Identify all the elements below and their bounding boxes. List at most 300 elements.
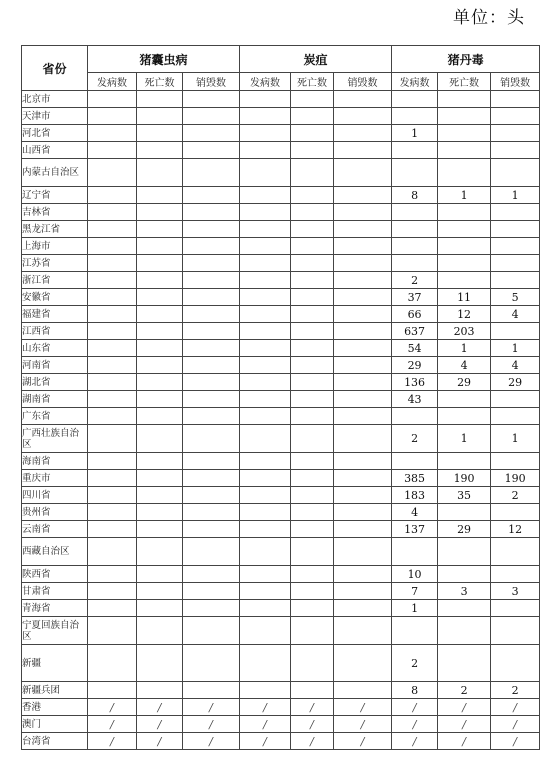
data-cell bbox=[88, 204, 137, 221]
data-cell: / bbox=[392, 699, 438, 716]
data-cell bbox=[183, 125, 240, 142]
data-cell: 37 bbox=[392, 289, 438, 306]
table-row bbox=[22, 645, 540, 682]
data-cell: 1 bbox=[438, 340, 491, 357]
data-cell bbox=[438, 504, 491, 521]
data-cell bbox=[491, 323, 540, 340]
data-cell: 637 bbox=[392, 323, 438, 340]
data-cell bbox=[291, 408, 334, 425]
data-cell: / bbox=[291, 733, 334, 750]
data-cell bbox=[392, 617, 438, 645]
data-cell bbox=[291, 538, 334, 566]
data-cell bbox=[291, 487, 334, 504]
data-cell bbox=[438, 108, 491, 125]
data-cell bbox=[438, 566, 491, 583]
data-cell bbox=[334, 272, 392, 289]
table-row bbox=[22, 521, 540, 538]
data-cell: / bbox=[491, 716, 540, 733]
province-name: 澳门 bbox=[22, 716, 88, 733]
data-cell bbox=[334, 187, 392, 204]
data-cell bbox=[291, 521, 334, 538]
data-cell bbox=[491, 600, 540, 617]
data-cell bbox=[291, 159, 334, 187]
data-cell bbox=[183, 357, 240, 374]
data-cell: 66 bbox=[392, 306, 438, 323]
data-cell: 29 bbox=[392, 357, 438, 374]
data-cell bbox=[291, 425, 334, 453]
table-row bbox=[22, 408, 540, 425]
data-cell bbox=[491, 538, 540, 566]
data-cell bbox=[88, 142, 137, 159]
data-cell bbox=[334, 521, 392, 538]
data-cell bbox=[137, 617, 183, 645]
data-cell: / bbox=[88, 733, 137, 750]
header-destroyed: 销毁数 bbox=[334, 73, 392, 91]
table-row bbox=[22, 487, 540, 504]
table-row bbox=[22, 204, 540, 221]
data-cell bbox=[438, 204, 491, 221]
header-group-anthrax: 炭疽 bbox=[240, 46, 392, 73]
province-name: 广西壮族自治区 bbox=[22, 425, 88, 453]
data-cell bbox=[88, 91, 137, 108]
data-cell: / bbox=[88, 699, 137, 716]
data-cell: / bbox=[438, 716, 491, 733]
data-cell bbox=[240, 357, 291, 374]
data-cell: 1 bbox=[392, 600, 438, 617]
data-cell bbox=[438, 221, 491, 238]
data-cell bbox=[88, 566, 137, 583]
data-cell: 203 bbox=[438, 323, 491, 340]
data-cell bbox=[137, 323, 183, 340]
data-cell: / bbox=[137, 716, 183, 733]
data-cell bbox=[183, 391, 240, 408]
data-cell bbox=[88, 272, 137, 289]
data-cell bbox=[137, 255, 183, 272]
province-name: 辽宁省 bbox=[22, 187, 88, 204]
data-cell bbox=[137, 125, 183, 142]
table-row bbox=[22, 289, 540, 306]
data-cell: 3 bbox=[438, 583, 491, 600]
data-cell bbox=[291, 125, 334, 142]
province-name: 江苏省 bbox=[22, 255, 88, 272]
data-cell bbox=[240, 204, 291, 221]
province-name: 海南省 bbox=[22, 453, 88, 470]
province-name: 吉林省 bbox=[22, 204, 88, 221]
table-row bbox=[22, 617, 540, 645]
data-cell bbox=[334, 357, 392, 374]
table-row bbox=[22, 221, 540, 238]
data-cell bbox=[392, 142, 438, 159]
data-cell bbox=[438, 538, 491, 566]
data-cell: / bbox=[392, 733, 438, 750]
data-cell: / bbox=[491, 733, 540, 750]
province-name: 湖南省 bbox=[22, 391, 88, 408]
data-cell bbox=[334, 470, 392, 487]
province-name: 天津市 bbox=[22, 108, 88, 125]
data-cell bbox=[183, 470, 240, 487]
data-cell bbox=[183, 238, 240, 255]
data-cell bbox=[88, 221, 137, 238]
data-cell bbox=[334, 108, 392, 125]
data-cell: / bbox=[183, 716, 240, 733]
table-row bbox=[22, 716, 540, 733]
data-cell bbox=[438, 453, 491, 470]
data-cell bbox=[240, 470, 291, 487]
data-cell bbox=[137, 408, 183, 425]
data-cell bbox=[88, 306, 137, 323]
data-cell bbox=[291, 108, 334, 125]
data-cell bbox=[491, 91, 540, 108]
data-cell: 2 bbox=[392, 272, 438, 289]
data-cell bbox=[183, 108, 240, 125]
data-cell bbox=[88, 504, 137, 521]
header-deaths: 死亡数 bbox=[291, 73, 334, 91]
data-cell: / bbox=[240, 733, 291, 750]
data-cell: / bbox=[491, 699, 540, 716]
data-cell bbox=[334, 289, 392, 306]
table-row bbox=[22, 538, 540, 566]
data-cell bbox=[438, 617, 491, 645]
data-cell bbox=[334, 238, 392, 255]
data-cell bbox=[291, 289, 334, 306]
data-cell bbox=[240, 323, 291, 340]
header-destroyed: 销毁数 bbox=[491, 73, 540, 91]
data-cell bbox=[392, 204, 438, 221]
data-cell bbox=[240, 617, 291, 645]
data-cell bbox=[334, 682, 392, 699]
data-cell bbox=[240, 187, 291, 204]
province-name: 陕西省 bbox=[22, 566, 88, 583]
data-cell: 190 bbox=[491, 470, 540, 487]
data-cell bbox=[334, 391, 392, 408]
data-cell bbox=[334, 91, 392, 108]
data-cell: / bbox=[334, 733, 392, 750]
data-cell bbox=[183, 408, 240, 425]
data-cell bbox=[334, 487, 392, 504]
data-cell bbox=[291, 504, 334, 521]
data-cell bbox=[183, 187, 240, 204]
data-cell bbox=[334, 221, 392, 238]
data-cell: / bbox=[137, 733, 183, 750]
data-cell bbox=[438, 255, 491, 272]
table-row bbox=[22, 187, 540, 204]
header-deaths: 死亡数 bbox=[438, 73, 491, 91]
data-cell bbox=[334, 340, 392, 357]
data-cell bbox=[137, 538, 183, 566]
data-cell bbox=[334, 306, 392, 323]
data-cell bbox=[438, 272, 491, 289]
data-cell bbox=[334, 583, 392, 600]
data-cell: 2 bbox=[392, 645, 438, 682]
province-name: 重庆市 bbox=[22, 470, 88, 487]
data-cell bbox=[88, 374, 137, 391]
data-cell bbox=[137, 238, 183, 255]
data-cell: 29 bbox=[438, 374, 491, 391]
province-name: 宁夏回族自治区 bbox=[22, 617, 88, 645]
data-cell bbox=[183, 91, 240, 108]
data-cell bbox=[291, 340, 334, 357]
data-cell bbox=[183, 159, 240, 187]
data-cell: 8 bbox=[392, 187, 438, 204]
data-cell bbox=[183, 340, 240, 357]
header-group-cysticercosis: 猪囊虫病 bbox=[88, 46, 240, 73]
data-cell bbox=[491, 204, 540, 221]
data-cell bbox=[240, 306, 291, 323]
data-cell bbox=[137, 221, 183, 238]
data-cell bbox=[88, 645, 137, 682]
data-cell: 4 bbox=[491, 306, 540, 323]
data-cell: / bbox=[334, 716, 392, 733]
data-cell bbox=[137, 425, 183, 453]
header-province: 省份 bbox=[22, 46, 88, 91]
data-cell bbox=[137, 504, 183, 521]
data-cell bbox=[88, 187, 137, 204]
data-cell bbox=[183, 221, 240, 238]
table-row bbox=[22, 391, 540, 408]
table-row bbox=[22, 306, 540, 323]
data-cell bbox=[88, 238, 137, 255]
province-name: 四川省 bbox=[22, 487, 88, 504]
data-cell bbox=[291, 470, 334, 487]
data-cell: 4 bbox=[392, 504, 438, 521]
unit-label: 单位：头 bbox=[453, 8, 525, 28]
province-name: 上海市 bbox=[22, 238, 88, 255]
data-cell bbox=[183, 374, 240, 391]
table-body bbox=[22, 91, 540, 750]
province-name: 台湾省 bbox=[22, 733, 88, 750]
data-cell bbox=[88, 682, 137, 699]
province-name: 浙江省 bbox=[22, 272, 88, 289]
data-cell bbox=[291, 204, 334, 221]
data-cell: 136 bbox=[392, 374, 438, 391]
data-cell bbox=[88, 391, 137, 408]
data-cell: / bbox=[137, 699, 183, 716]
data-cell bbox=[240, 391, 291, 408]
data-cell bbox=[291, 645, 334, 682]
data-cell bbox=[438, 159, 491, 187]
data-cell bbox=[183, 142, 240, 159]
data-cell bbox=[491, 142, 540, 159]
data-cell: 137 bbox=[392, 521, 438, 538]
data-cell bbox=[183, 617, 240, 645]
province-name: 河北省 bbox=[22, 125, 88, 142]
table-row bbox=[22, 91, 540, 108]
data-cell: 190 bbox=[438, 470, 491, 487]
data-cell: 8 bbox=[392, 682, 438, 699]
header-group-erysipelas: 猪丹毒 bbox=[392, 46, 540, 73]
province-name: 黑龙江省 bbox=[22, 221, 88, 238]
data-cell bbox=[240, 566, 291, 583]
data-cell bbox=[137, 600, 183, 617]
table-row bbox=[22, 682, 540, 699]
data-cell bbox=[183, 453, 240, 470]
data-cell bbox=[240, 340, 291, 357]
data-cell bbox=[438, 125, 491, 142]
data-cell bbox=[334, 538, 392, 566]
province-name: 湖北省 bbox=[22, 374, 88, 391]
data-cell: 2 bbox=[491, 682, 540, 699]
data-cell: 29 bbox=[491, 374, 540, 391]
data-cell bbox=[392, 453, 438, 470]
data-cell: 1 bbox=[491, 340, 540, 357]
data-cell bbox=[137, 566, 183, 583]
data-cell bbox=[291, 91, 334, 108]
table-row bbox=[22, 600, 540, 617]
data-cell bbox=[240, 159, 291, 187]
data-cell bbox=[137, 204, 183, 221]
data-cell bbox=[334, 125, 392, 142]
table-row bbox=[22, 733, 540, 750]
data-cell bbox=[291, 306, 334, 323]
data-cell bbox=[183, 583, 240, 600]
data-cell bbox=[240, 583, 291, 600]
data-cell: 2 bbox=[392, 425, 438, 453]
table-row bbox=[22, 357, 540, 374]
data-cell bbox=[137, 187, 183, 204]
data-cell bbox=[491, 159, 540, 187]
data-cell bbox=[88, 617, 137, 645]
data-cell bbox=[137, 470, 183, 487]
data-cell bbox=[88, 289, 137, 306]
data-cell bbox=[291, 391, 334, 408]
data-cell bbox=[491, 391, 540, 408]
disease-statistics-table bbox=[21, 45, 540, 750]
data-cell: 1 bbox=[491, 425, 540, 453]
data-cell bbox=[334, 374, 392, 391]
data-cell bbox=[291, 323, 334, 340]
data-cell bbox=[88, 538, 137, 566]
data-cell: 7 bbox=[392, 583, 438, 600]
data-cell bbox=[137, 108, 183, 125]
data-cell: 12 bbox=[438, 306, 491, 323]
data-cell: 12 bbox=[491, 521, 540, 538]
province-name: 西藏自治区 bbox=[22, 538, 88, 566]
data-cell bbox=[183, 645, 240, 682]
data-cell bbox=[240, 425, 291, 453]
table-row bbox=[22, 374, 540, 391]
data-cell bbox=[334, 323, 392, 340]
province-name: 香港 bbox=[22, 699, 88, 716]
data-cell bbox=[392, 221, 438, 238]
table-row bbox=[22, 470, 540, 487]
data-cell bbox=[438, 238, 491, 255]
data-cell bbox=[291, 453, 334, 470]
data-cell bbox=[392, 408, 438, 425]
data-cell bbox=[183, 566, 240, 583]
data-cell: / bbox=[438, 733, 491, 750]
data-cell bbox=[137, 374, 183, 391]
data-cell: 183 bbox=[392, 487, 438, 504]
data-cell bbox=[88, 600, 137, 617]
table-row bbox=[22, 340, 540, 357]
data-cell bbox=[392, 91, 438, 108]
table-row bbox=[22, 323, 540, 340]
data-cell bbox=[291, 566, 334, 583]
province-name: 内蒙古自治区 bbox=[22, 159, 88, 187]
data-cell bbox=[137, 682, 183, 699]
data-cell bbox=[88, 583, 137, 600]
table-row bbox=[22, 272, 540, 289]
data-cell bbox=[240, 125, 291, 142]
data-cell bbox=[334, 204, 392, 221]
table-row bbox=[22, 255, 540, 272]
data-cell: / bbox=[88, 716, 137, 733]
data-cell bbox=[240, 255, 291, 272]
data-cell bbox=[183, 306, 240, 323]
province-name: 贵州省 bbox=[22, 504, 88, 521]
data-cell bbox=[334, 504, 392, 521]
data-cell bbox=[240, 682, 291, 699]
data-cell bbox=[491, 617, 540, 645]
data-cell bbox=[491, 453, 540, 470]
data-cell bbox=[491, 566, 540, 583]
data-cell bbox=[291, 187, 334, 204]
data-cell bbox=[88, 453, 137, 470]
data-cell: 1 bbox=[438, 187, 491, 204]
data-cell bbox=[334, 600, 392, 617]
data-cell bbox=[137, 289, 183, 306]
province-name: 安徽省 bbox=[22, 289, 88, 306]
data-cell bbox=[438, 600, 491, 617]
data-cell: 1 bbox=[392, 125, 438, 142]
data-cell bbox=[291, 221, 334, 238]
data-cell bbox=[137, 91, 183, 108]
data-cell: 2 bbox=[438, 682, 491, 699]
data-cell: 1 bbox=[438, 425, 491, 453]
data-cell bbox=[137, 306, 183, 323]
header-cases: 发病数 bbox=[240, 73, 291, 91]
data-cell: 2 bbox=[491, 487, 540, 504]
data-cell bbox=[137, 521, 183, 538]
data-cell: 43 bbox=[392, 391, 438, 408]
data-cell: 10 bbox=[392, 566, 438, 583]
header-cases: 发病数 bbox=[392, 73, 438, 91]
data-cell: / bbox=[240, 716, 291, 733]
table-row bbox=[22, 142, 540, 159]
table-row bbox=[22, 238, 540, 255]
data-cell bbox=[392, 108, 438, 125]
table-row bbox=[22, 583, 540, 600]
data-cell bbox=[491, 125, 540, 142]
table-row bbox=[22, 699, 540, 716]
data-cell: / bbox=[334, 699, 392, 716]
data-cell bbox=[334, 425, 392, 453]
data-cell bbox=[88, 357, 137, 374]
province-name: 山西省 bbox=[22, 142, 88, 159]
data-cell bbox=[240, 289, 291, 306]
data-cell bbox=[183, 323, 240, 340]
data-cell bbox=[137, 357, 183, 374]
data-cell bbox=[240, 221, 291, 238]
data-cell bbox=[491, 255, 540, 272]
data-cell bbox=[291, 583, 334, 600]
data-cell: 385 bbox=[392, 470, 438, 487]
data-cell bbox=[491, 108, 540, 125]
data-cell bbox=[334, 566, 392, 583]
data-cell bbox=[392, 159, 438, 187]
table-row bbox=[22, 108, 540, 125]
data-cell bbox=[183, 255, 240, 272]
data-cell bbox=[491, 238, 540, 255]
data-cell bbox=[88, 487, 137, 504]
province-name: 山东省 bbox=[22, 340, 88, 357]
data-cell bbox=[240, 238, 291, 255]
header-destroyed: 销毁数 bbox=[183, 73, 240, 91]
data-cell bbox=[183, 272, 240, 289]
data-cell: 4 bbox=[491, 357, 540, 374]
data-cell bbox=[240, 453, 291, 470]
data-cell bbox=[240, 142, 291, 159]
